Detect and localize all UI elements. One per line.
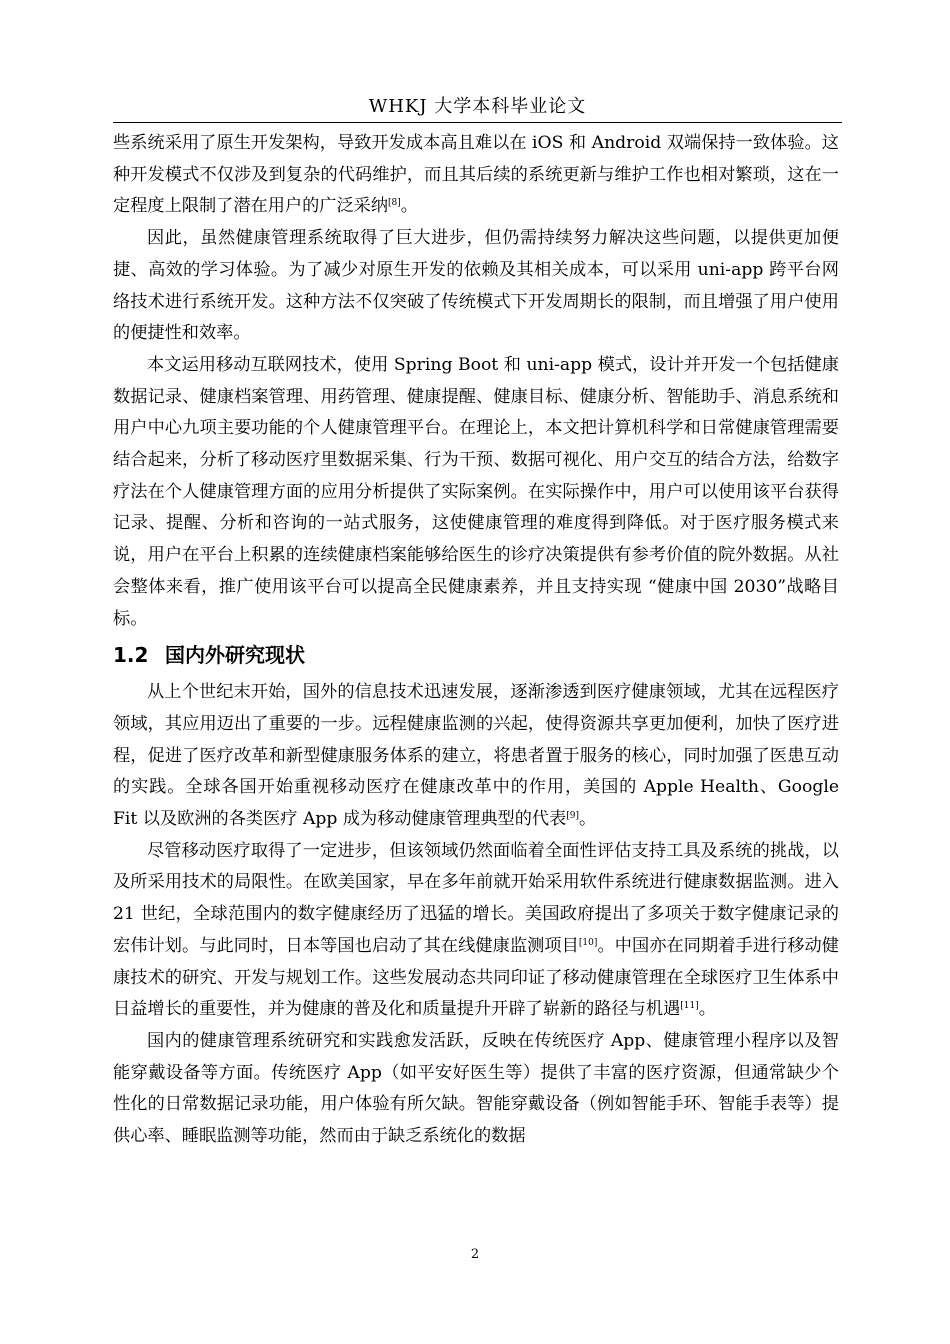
paragraph-tail: 。 xyxy=(698,999,716,1020)
paragraph xyxy=(113,677,839,836)
page-body xyxy=(113,128,839,1153)
citation: [9] xyxy=(566,811,580,822)
paragraph-tail: 。 xyxy=(400,196,418,217)
section-number: 1.2 xyxy=(113,643,149,668)
running-header: WHKJ 大学本科毕业论文 xyxy=(368,96,587,117)
paragraph-continued xyxy=(113,128,839,223)
paragraph xyxy=(113,836,839,1026)
citation: [8] xyxy=(388,198,401,209)
paragraph: 国内的健康管理系统研究和实践愈发活跃，反映在传统医疗 App、健康管理小程序以及智能穿戴设备等方面。传统医疗 App（如平安好医生等）提供了丰富的医疗资源，但通常缺少个性化的日常数据记录功能，用户体验有所欠缺。智能穿戴设备（例如智能手环、智能手表等）提供心率、睡眠监测等功能，然而由于缺乏系统化的数据 xyxy=(113,1030,839,1147)
citation: [10] xyxy=(578,937,598,948)
header-rule xyxy=(113,122,842,123)
paragraph-text: 。中国亦在同期着手进行移动健康技术的研究、开发与规划工作。这些发展动态共同印证了移动健康管理在全球医疗卫生体系中日益增长的重要性，并为健康的普及化和质量提升开辟了崭新的路径与机遇 xyxy=(113,935,839,1020)
section-title: 国内外研究现状 xyxy=(165,643,305,668)
section-heading xyxy=(113,637,839,677)
paragraph-text: 些系统采用了原生开发架构，导致开发成本高且难以在 iOS 和 Android 双端保持一致体验。这种开发模式不仅涉及到复杂的代码维护，而且其后续的系统更新与维护工作也相对繁琐，这在一定程度上限制了潜在用户的广泛采纳 xyxy=(113,133,839,217)
paragraph-text: 尽管移动医疗取得了一定进步，但该领域仍然面临着全面性评估支持工具及系统的挑战，以及所采用技术的局限性。在欧美国家，早在多年前就开始采用软件系统进行健康数据监测。进入 21 世纪，全球范围内的数字健康经历了迅猛的增长。美国政府提出了多项关于数字健康记录的宏伟计划。与此同时，日本等国也启动了其在线健康监测项目 xyxy=(113,840,839,956)
paragraph: 本文运用移动互联网技术，使用 Spring Boot 和 uni-app 模式，设计并开发一个包括健康数据记录、健康档案管理、用药管理、健康提醒、健康目标、健康分析、智能助手、消息系统和用户中心九项主要功能的个人健康管理平台。在理论上，本文把计算机科学和日常健康管理需要结合起来，分析了移动医疗里数据采集、行为干预、数据可视化、用户交互的结合方法，给数字疗法在个人健康管理方面的应用分析提供了实际案例。在实际操作中，用户可以使用该平台获得记录、提醒、分析和咨询的一站式服务，这使健康管理的难度得到降低。对于医疗服务模式来说，用户在平台上积累的连续健康档案能够给医生的诊疗决策提供有参考价值的院外数据。从社会整体来看，推广使用该平台可以提高全民健康素养，并且支持实现 “健康中国 2030”战略目标。 xyxy=(113,354,839,629)
paragraph-text: 从上个世纪末开始，国外的信息技术迅速发展，逐渐渗透到医疗健康领域，尤其在远程医疗领域，其应用迈出了重要的一步。远程健康监测的兴起，使得资源共享更加便利，加快了医疗进程，促进了医疗改革和新型健康服务体系的建立，将患者置于服务的核心，同时加强了医患互动的实践。全球各国开始重视移动医疗在健康改革中的作用，美国的 Apple Health、Google Fit 以及欧洲的各类医疗 App 成为移动健康管理典型的代表 xyxy=(113,682,839,830)
paragraph-tail: 。 xyxy=(579,809,597,830)
page-number: 2 xyxy=(470,1247,480,1262)
paragraph: 因此，虽然健康管理系统取得了巨大进步，但仍需持续努力解决这些问题，以提供更加便捷、高效的学习体验。为了减少对原生开发的依赖及其相关成本，可以采用 uni-app 跨平台网络技术进行系统开发。这种方法不仅突破了传统模式下开发周期长的限制，而且增强了用户使用的便捷性和效率。 xyxy=(113,228,839,344)
citation: [11] xyxy=(680,1001,699,1012)
